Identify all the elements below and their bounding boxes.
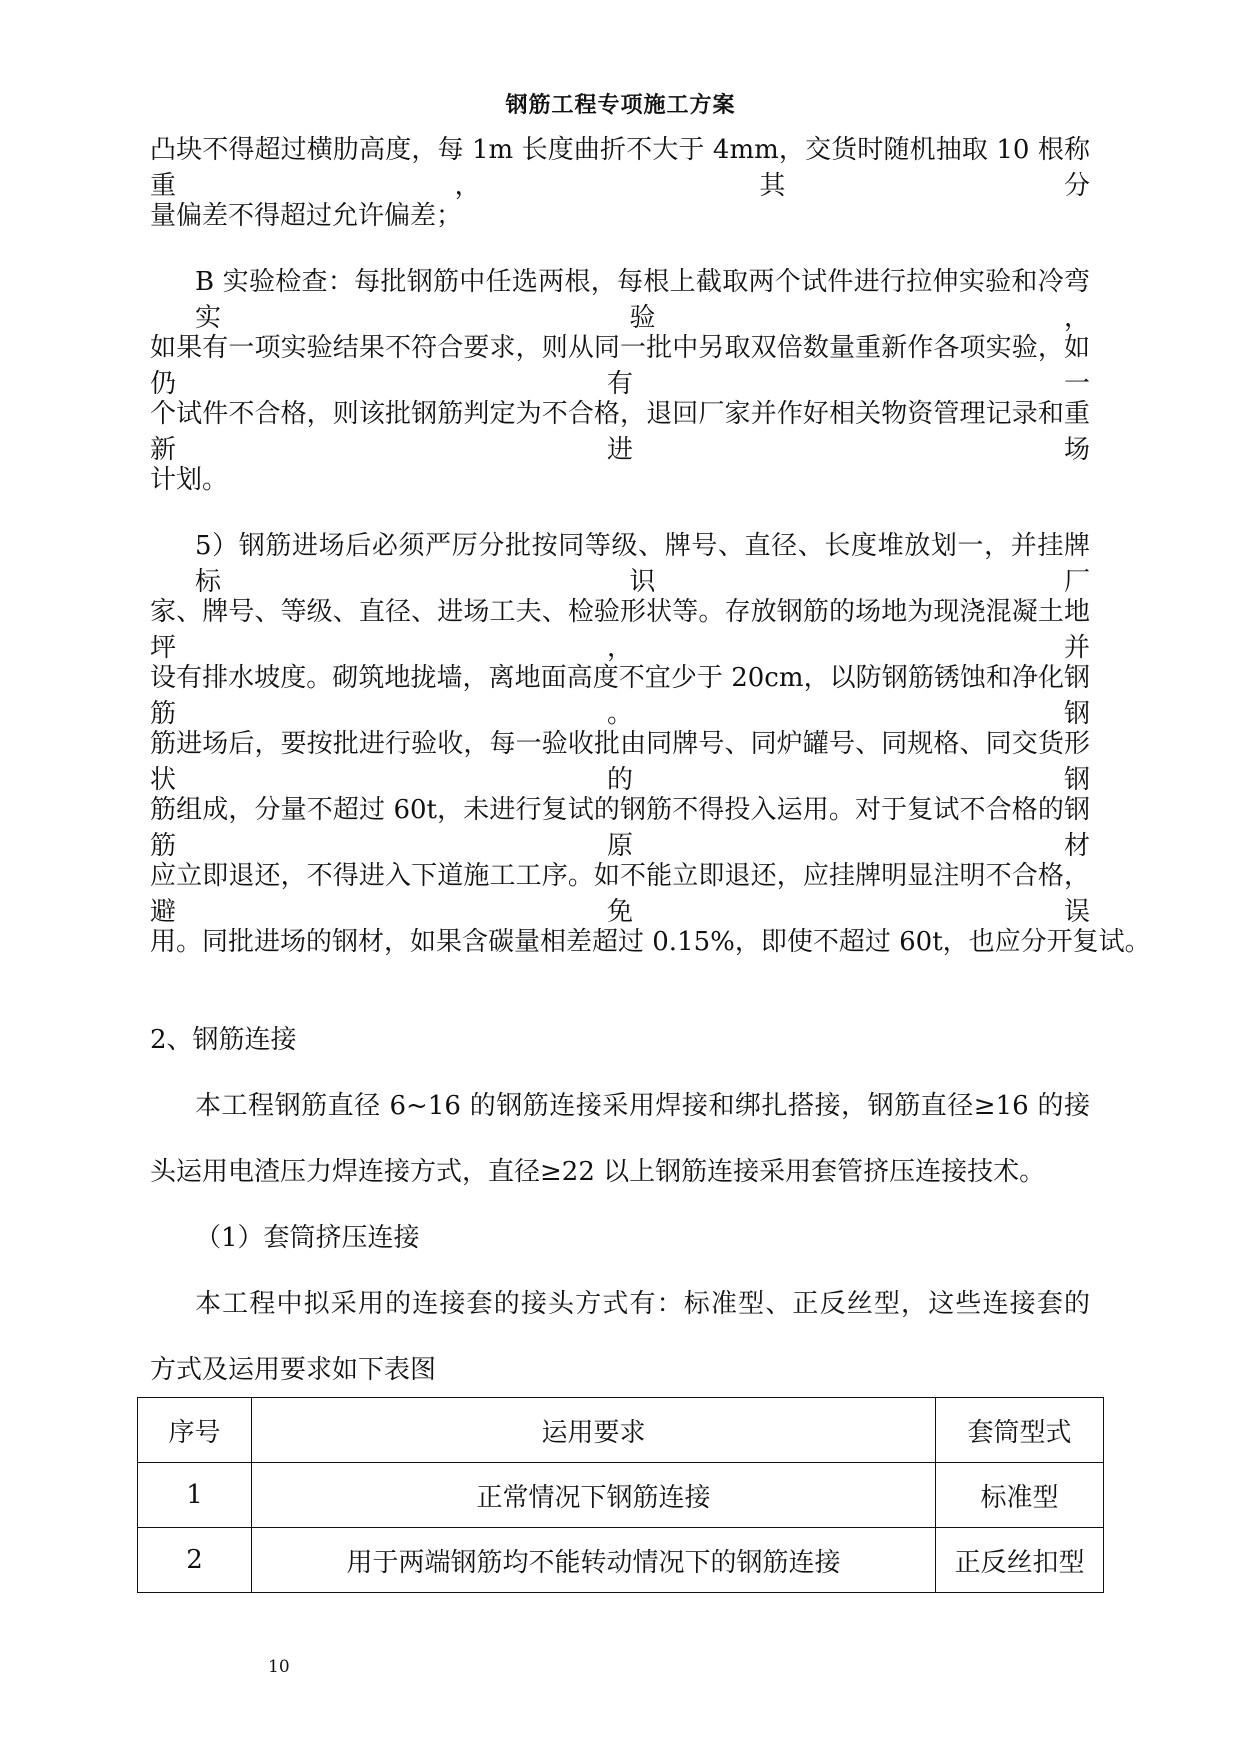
body-line: 方式及运用要求如下表图: [150, 1355, 437, 1385]
body-line: 设有排水坡度。砌筑地拢墙，离地面高度不宜少于 20cm，以防钢筋锈蚀和净化钢筋。钢: [150, 663, 1090, 729]
body-line: B 实验检查：每批钢筋中任选两根，每根上截取两个试件进行拉伸实验和冷弯实验，: [195, 267, 1090, 333]
sleeve-connection-table: [137, 1397, 1104, 1593]
body-line: 量偏差不得超过允许偏差；: [150, 201, 463, 231]
body-line: 本工程钢筋直径 6~16 的钢筋连接采用焊接和绑扎搭接，钢筋直径≥16 的接: [195, 1091, 1090, 1121]
body-line: 个试件不合格，则该批钢筋判定为不合格，退回厂家并作好相关物资管理记录和重新进场: [150, 399, 1090, 465]
body-line: 头运用电渣压力焊连接方式，直径≥22 以上钢筋连接采用套管挤压连接技术。: [150, 1157, 1046, 1187]
table-row: [138, 1463, 1104, 1528]
table-cell-requirement: 用于两端钢筋均不能转动情况下的钢筋连接: [252, 1528, 936, 1593]
page-header-title: 钢筋工程专项施工方案: [505, 92, 736, 118]
column-header-number: 序号: [138, 1398, 252, 1463]
table-cell-number: 1: [138, 1463, 252, 1528]
table-cell-requirement: 正常情况下钢筋连接: [252, 1463, 936, 1528]
section-heading: 2、钢筋连接: [150, 1025, 297, 1055]
table-cell-number: 2: [138, 1528, 252, 1593]
column-header-requirement: 运用要求: [252, 1398, 936, 1463]
body-line: 应立即退还，不得进入下道施工工序。如不能立即退还，应挂牌明显注明不合格，避免误: [150, 861, 1090, 927]
page-number: 10: [268, 1657, 290, 1677]
body-line: 用。同批进场的钢材，如果含碳量相差超过 0.15%，即使不超过 60t，也应分开复试。: [150, 927, 1151, 957]
column-header-sleeve-type: 套筒型式: [936, 1398, 1104, 1463]
body-line: 家、牌号、等级、直径、进场工夫、检验形状等。存放钢筋的场地为现浇混凝土地坪，并: [150, 597, 1090, 663]
subsection-heading: （1）套筒挤压连接: [195, 1223, 420, 1253]
table-header-row: [138, 1398, 1104, 1463]
body-line: 筋组成，分量不超过 60t，未进行复试的钢筋不得投入运用。对于复试不合格的钢筋原材: [150, 795, 1090, 861]
body-line: 计划。: [150, 465, 229, 495]
body-line: 5）钢筋进场后必须严厉分批按同等级、牌号、直径、长度堆放划一，并挂牌标识厂: [195, 531, 1090, 597]
table-cell-sleeve-type: 标准型: [936, 1463, 1104, 1528]
table-cell-sleeve-type: 正反丝扣型: [936, 1528, 1104, 1593]
body-line: 凸块不得超过横肋高度，每 1m 长度曲折不大于 4mm，交货时随机抽取 10 根称重，其分: [150, 135, 1090, 201]
body-line: 筋进场后，要按批进行验收，每一验收批由同牌号、同炉罐号、同规格、同交货形状的钢: [150, 729, 1090, 795]
body-line: 本工程中拟采用的连接套的接头方式有：标准型、正反丝型，这些连接套的: [195, 1289, 1090, 1319]
table-row: [138, 1528, 1104, 1593]
body-line: 如果有一项实验结果不符合要求，则从同一批中另取双倍数量重新作各项实验，如仍有一: [150, 333, 1090, 399]
